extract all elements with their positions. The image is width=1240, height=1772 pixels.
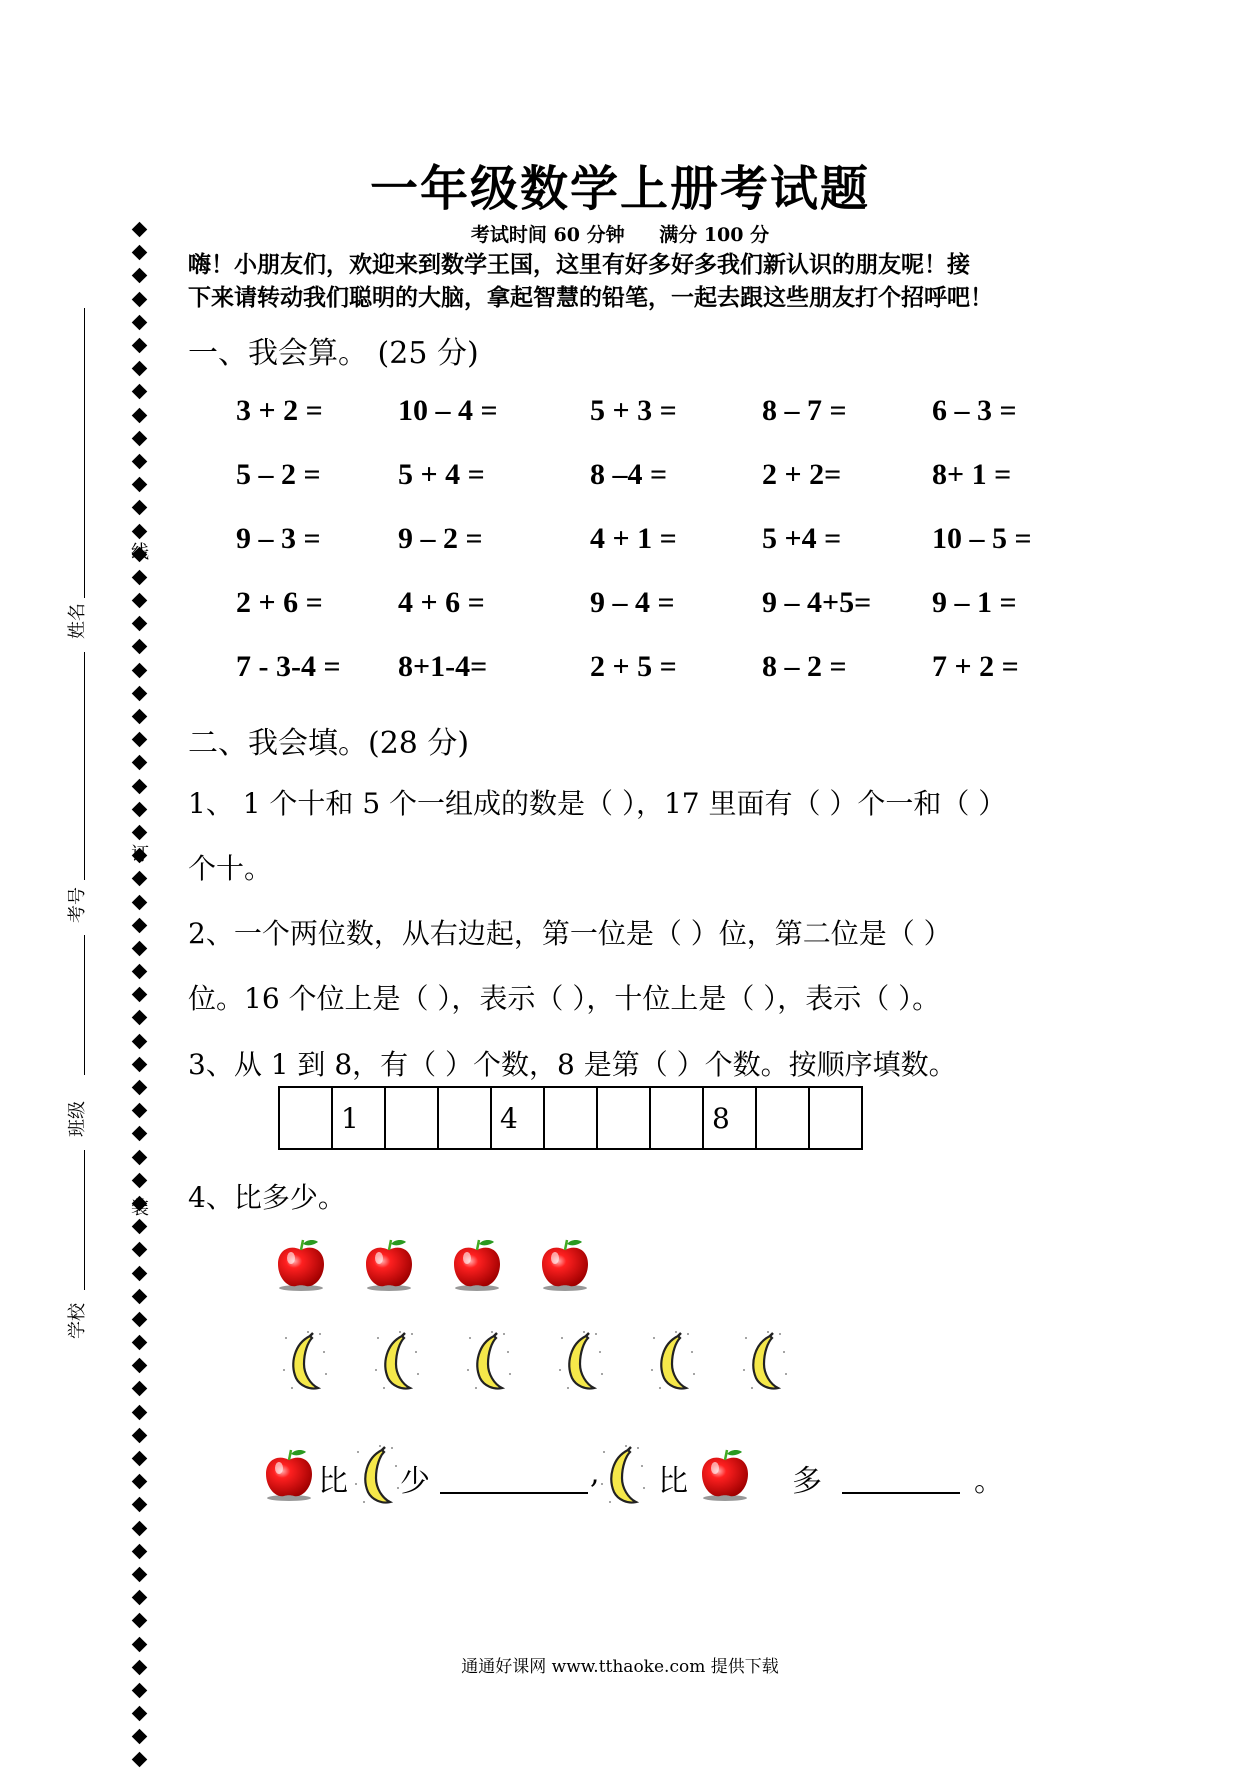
diamond-mark: [131, 291, 147, 307]
equation: 8 – 7 =: [762, 394, 847, 427]
banana-icon: [464, 1330, 514, 1398]
banana-icon: [352, 1444, 402, 1516]
binding-char-ding: 订: [131, 844, 149, 865]
diamond-mark: [131, 1126, 147, 1142]
diamond-mark: [131, 1381, 147, 1397]
diamond-mark: [131, 570, 147, 586]
sequence-cell[interactable]: [438, 1087, 491, 1149]
sequence-cell[interactable]: 1: [332, 1087, 385, 1149]
diamond-mark: [131, 1428, 147, 1444]
apple-row: [274, 1236, 614, 1298]
banana-icon: [280, 1330, 330, 1398]
diamond-mark: [131, 802, 147, 818]
diamond-mark: [131, 1590, 147, 1606]
answer-blank-1[interactable]: [440, 1460, 588, 1494]
diamond-mark: [131, 1358, 147, 1374]
banana-icon: [648, 1330, 698, 1398]
diamond-mark: [131, 616, 147, 632]
equation: 9 – 4+5=: [762, 586, 872, 619]
page-title: 一年级数学上册考试题: [369, 161, 870, 217]
diamond-mark: [131, 1752, 147, 1768]
apple-icon: [538, 1236, 592, 1296]
diamond-mark: [131, 1404, 147, 1420]
name-label: 姓名: [67, 603, 88, 639]
diamond-mark: [131, 686, 147, 702]
compare-bi-1: 比: [318, 1464, 348, 1499]
compare-duo: 多: [792, 1464, 822, 1499]
equation: 5 + 4 =: [398, 458, 485, 491]
diamond-mark: [131, 1288, 147, 1304]
diamond-mark: [131, 941, 147, 957]
compare-shao: 少: [400, 1464, 430, 1499]
apple-icon: [262, 1446, 316, 1510]
equation: 6 – 3 =: [932, 394, 1017, 427]
diamond-mark: [131, 917, 147, 933]
diamond-mark: [131, 1335, 147, 1351]
compare-bi-2: 比: [658, 1464, 688, 1499]
equation: 10 – 4 =: [398, 394, 498, 427]
compare-line: [262, 1446, 1022, 1516]
diamond-mark: [131, 662, 147, 678]
exam-number-label: 考号: [67, 887, 88, 923]
diamond-mark: [131, 894, 147, 910]
diamond-mark: [131, 407, 147, 423]
banana-icon: [556, 1330, 606, 1398]
equation: 5 + 3 =: [590, 394, 677, 427]
compare-end: 。: [974, 1464, 1004, 1499]
diamond-mark: [131, 1265, 147, 1281]
equation: 8+ 1 =: [932, 458, 1012, 491]
diamond-mark: [131, 987, 147, 1003]
diamond-mark: [131, 268, 147, 284]
equation: 7 + 2 =: [932, 650, 1019, 683]
diamond-mark: [131, 1312, 147, 1328]
footer-credit: 通通好课网 www.tthaoke.com 提供下载: [461, 1657, 779, 1677]
diamond-mark: [131, 361, 147, 377]
diamond-mark: [131, 871, 147, 887]
diamond-mark: [131, 1451, 147, 1467]
answer-blank-2[interactable]: [842, 1460, 960, 1494]
binding-char-zhuang: 装: [131, 1198, 149, 1219]
question-4: 4、比多少。: [188, 1181, 346, 1214]
sequence-cell[interactable]: [650, 1087, 703, 1149]
intro-text: [188, 248, 1068, 314]
diamond-mark: [131, 1103, 147, 1119]
name-write-line: [84, 308, 85, 598]
sequence-cell[interactable]: [385, 1087, 438, 1149]
sequence-cell[interactable]: [756, 1087, 809, 1149]
diamond-mark: [131, 500, 147, 516]
diamond-mark: [131, 1520, 147, 1536]
sequence-cell[interactable]: [597, 1087, 650, 1149]
diamond-mark: [131, 1219, 147, 1235]
exam-score: 满分 100 分: [659, 224, 770, 246]
diamond-mark: [131, 1057, 147, 1073]
diamond-mark: [131, 1080, 147, 1096]
equation: 9 – 3 =: [236, 522, 321, 555]
section1-heading: 一、我会算。 (25 分): [188, 336, 479, 371]
diamond-mark: [131, 778, 147, 794]
compare-comma: ,: [590, 1456, 600, 1491]
diamond-mark: [131, 964, 147, 980]
diamond-mark: [131, 477, 147, 493]
banana-icon: [598, 1444, 648, 1516]
class-label: 班级: [67, 1101, 88, 1137]
school-write-line: [84, 1150, 85, 1290]
diamond-mark: [131, 1149, 147, 1165]
diamond-mark: [131, 454, 147, 470]
question-1-line2: 个十。: [188, 852, 273, 885]
intro-line: 嗨！小朋友们，欢迎来到数学王国，这里有好多好多我们新认识的朋友呢！接: [188, 251, 970, 278]
binding-diamond-line: [128, 218, 150, 1772]
equation: 4 + 1 =: [590, 522, 677, 555]
equation: 7 - 3-4 =: [236, 650, 341, 683]
exam-time: 考试时间 60 分钟: [470, 224, 625, 246]
equation: 8 –4 =: [590, 458, 668, 491]
diamond-mark: [131, 1613, 147, 1629]
sequence-row: [279, 1087, 862, 1149]
diamond-mark: [131, 1544, 147, 1560]
diamond-mark: [131, 755, 147, 771]
diamond-mark: [131, 1010, 147, 1026]
diamond-mark: [131, 523, 147, 539]
equation: 8 – 2 =: [762, 650, 847, 683]
diamond-mark: [131, 384, 147, 400]
diamond-mark: [131, 732, 147, 748]
equation: 2 + 5 =: [590, 650, 677, 683]
class-write-line: [84, 935, 85, 1075]
apple-icon: [698, 1446, 752, 1510]
apple-icon: [362, 1236, 416, 1296]
banana-icon: [372, 1330, 422, 1398]
diamond-mark: [131, 1474, 147, 1490]
equation: 5 – 2 =: [236, 458, 321, 491]
intro-line: 下来请转动我们聪明的大脑，拿起智慧的铅笔，一起去跟这些朋友打个招呼吧！: [188, 284, 993, 311]
diamond-mark: [131, 1173, 147, 1189]
diamond-mark: [131, 315, 147, 331]
sequence-cell[interactable]: [279, 1087, 332, 1149]
diamond-mark: [131, 1497, 147, 1513]
exam-info: [0, 220, 1240, 247]
apple-icon: [274, 1236, 328, 1296]
equation: 9 – 2 =: [398, 522, 483, 555]
diamond-mark: [131, 1033, 147, 1049]
diamond-mark: [131, 1706, 147, 1722]
equation: 2 + 2=: [762, 458, 842, 491]
equation: 10 – 5 =: [932, 522, 1032, 555]
equation: 8+1-4=: [398, 650, 488, 683]
diamond-mark: [131, 245, 147, 261]
question-2-line1: 2、一个两位数，从右边起，第一位是（ ）位，第二位是（ ）: [188, 917, 952, 950]
number-sequence-table: [278, 1086, 863, 1150]
apple-icon: [450, 1236, 504, 1296]
diamond-mark: [131, 825, 147, 841]
banana-icon: [740, 1330, 790, 1398]
diamond-mark: [131, 1729, 147, 1745]
banana-row: [280, 1330, 780, 1404]
school-label: 学校: [67, 1303, 88, 1339]
id-write-line: [84, 652, 85, 880]
sequence-cell[interactable]: 4: [491, 1087, 544, 1149]
diamond-mark: [131, 709, 147, 725]
sequence-cell[interactable]: [544, 1087, 597, 1149]
question-3: 3、从 1 到 8，有（ ）个数，8 是第（ ）个数。按顺序填数。: [188, 1048, 957, 1081]
diamond-mark: [131, 431, 147, 447]
equation: 5 +4 =: [762, 522, 842, 555]
equation: 2 + 6 =: [236, 586, 323, 619]
sequence-cell[interactable]: [809, 1087, 862, 1149]
equation: 3 + 2 =: [236, 394, 323, 427]
diamond-mark: [131, 1636, 147, 1652]
binding-char-xian: 线: [131, 542, 149, 563]
equation: 9 – 4 =: [590, 586, 675, 619]
diamond-mark: [131, 1242, 147, 1258]
equation: 4 + 6 =: [398, 586, 485, 619]
diamond-mark: [131, 639, 147, 655]
question-1-line1: 1、 1 个十和 5 个一组成的数是（ ），17 里面有（ ）个一和（ ）: [188, 787, 1007, 820]
diamond-mark: [131, 338, 147, 354]
sequence-cell[interactable]: 8: [703, 1087, 756, 1149]
section2-heading: 二、我会填。(28 分): [188, 726, 470, 761]
question-2-line2: 位。16 个位上是（ ），表示（ ），十位上是（ ），表示（ ）。: [188, 982, 941, 1015]
diamond-mark: [131, 1567, 147, 1583]
equation: 9 – 1 =: [932, 586, 1017, 619]
diamond-mark: [131, 1683, 147, 1699]
diamond-mark: [131, 593, 147, 609]
diamond-mark: [131, 222, 147, 238]
